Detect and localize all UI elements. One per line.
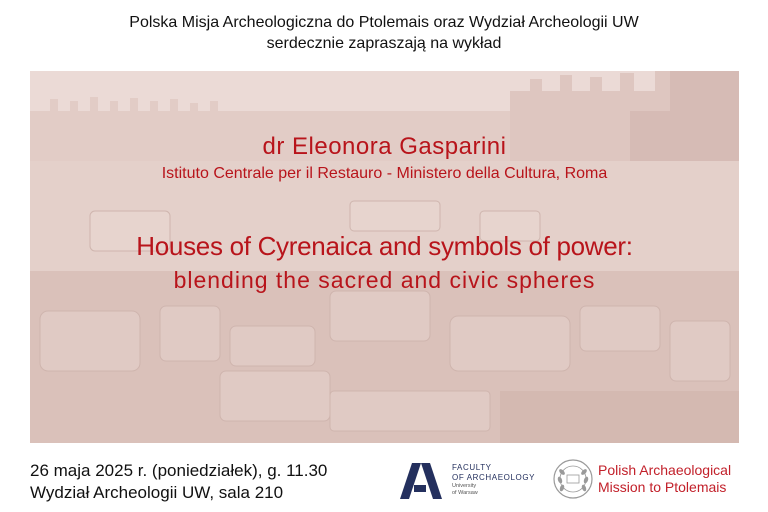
lecture-title-line1: Houses of Cyrenaica and symbols of power: xyxy=(136,231,633,261)
event-venue: Wydział Archeologii UW, sala 210 xyxy=(30,483,284,502)
faculty-logo-text xyxy=(452,463,535,497)
ruins-photo-banner xyxy=(30,71,739,443)
speaker-name: dr Eleonora Gasparini xyxy=(262,133,507,160)
faculty-of-archaeology-logo xyxy=(400,461,550,501)
faculty-logo-line3: University xyxy=(452,483,477,489)
laurel-seal-icon xyxy=(552,458,594,500)
speaker-affiliation: Istituto Centrale per il Restauro - Ministero della Cultura, Roma xyxy=(161,165,608,182)
mission-logo-line1: Polish Archaeological xyxy=(598,462,732,478)
faculty-logo-line1: FACULTY xyxy=(452,463,492,472)
faculty-logo-line4: of Warsaw xyxy=(452,490,478,496)
faculty-logo-line2: OF ARCHAEOLOGY xyxy=(452,473,536,482)
faculty-a-mark-icon xyxy=(400,463,442,499)
organizers-line: Polska Misja Archeologiczna do Ptolemais oraz Wydział Archeologii UW xyxy=(129,14,639,31)
invitation-line: serdecznie zapraszają na wykład xyxy=(266,35,502,52)
lecture-title-line2: blending the sacred and civic spheres xyxy=(173,267,596,293)
mission-logo-text xyxy=(598,462,731,496)
event-details xyxy=(30,460,327,504)
event-date-time: 26 maja 2025 r. (poniedziałek), g. 11.30 xyxy=(30,461,328,480)
polish-mission-logo xyxy=(552,458,752,504)
invitation-header xyxy=(0,12,768,54)
mission-logo-line2: Mission to Ptolemais xyxy=(598,479,727,495)
